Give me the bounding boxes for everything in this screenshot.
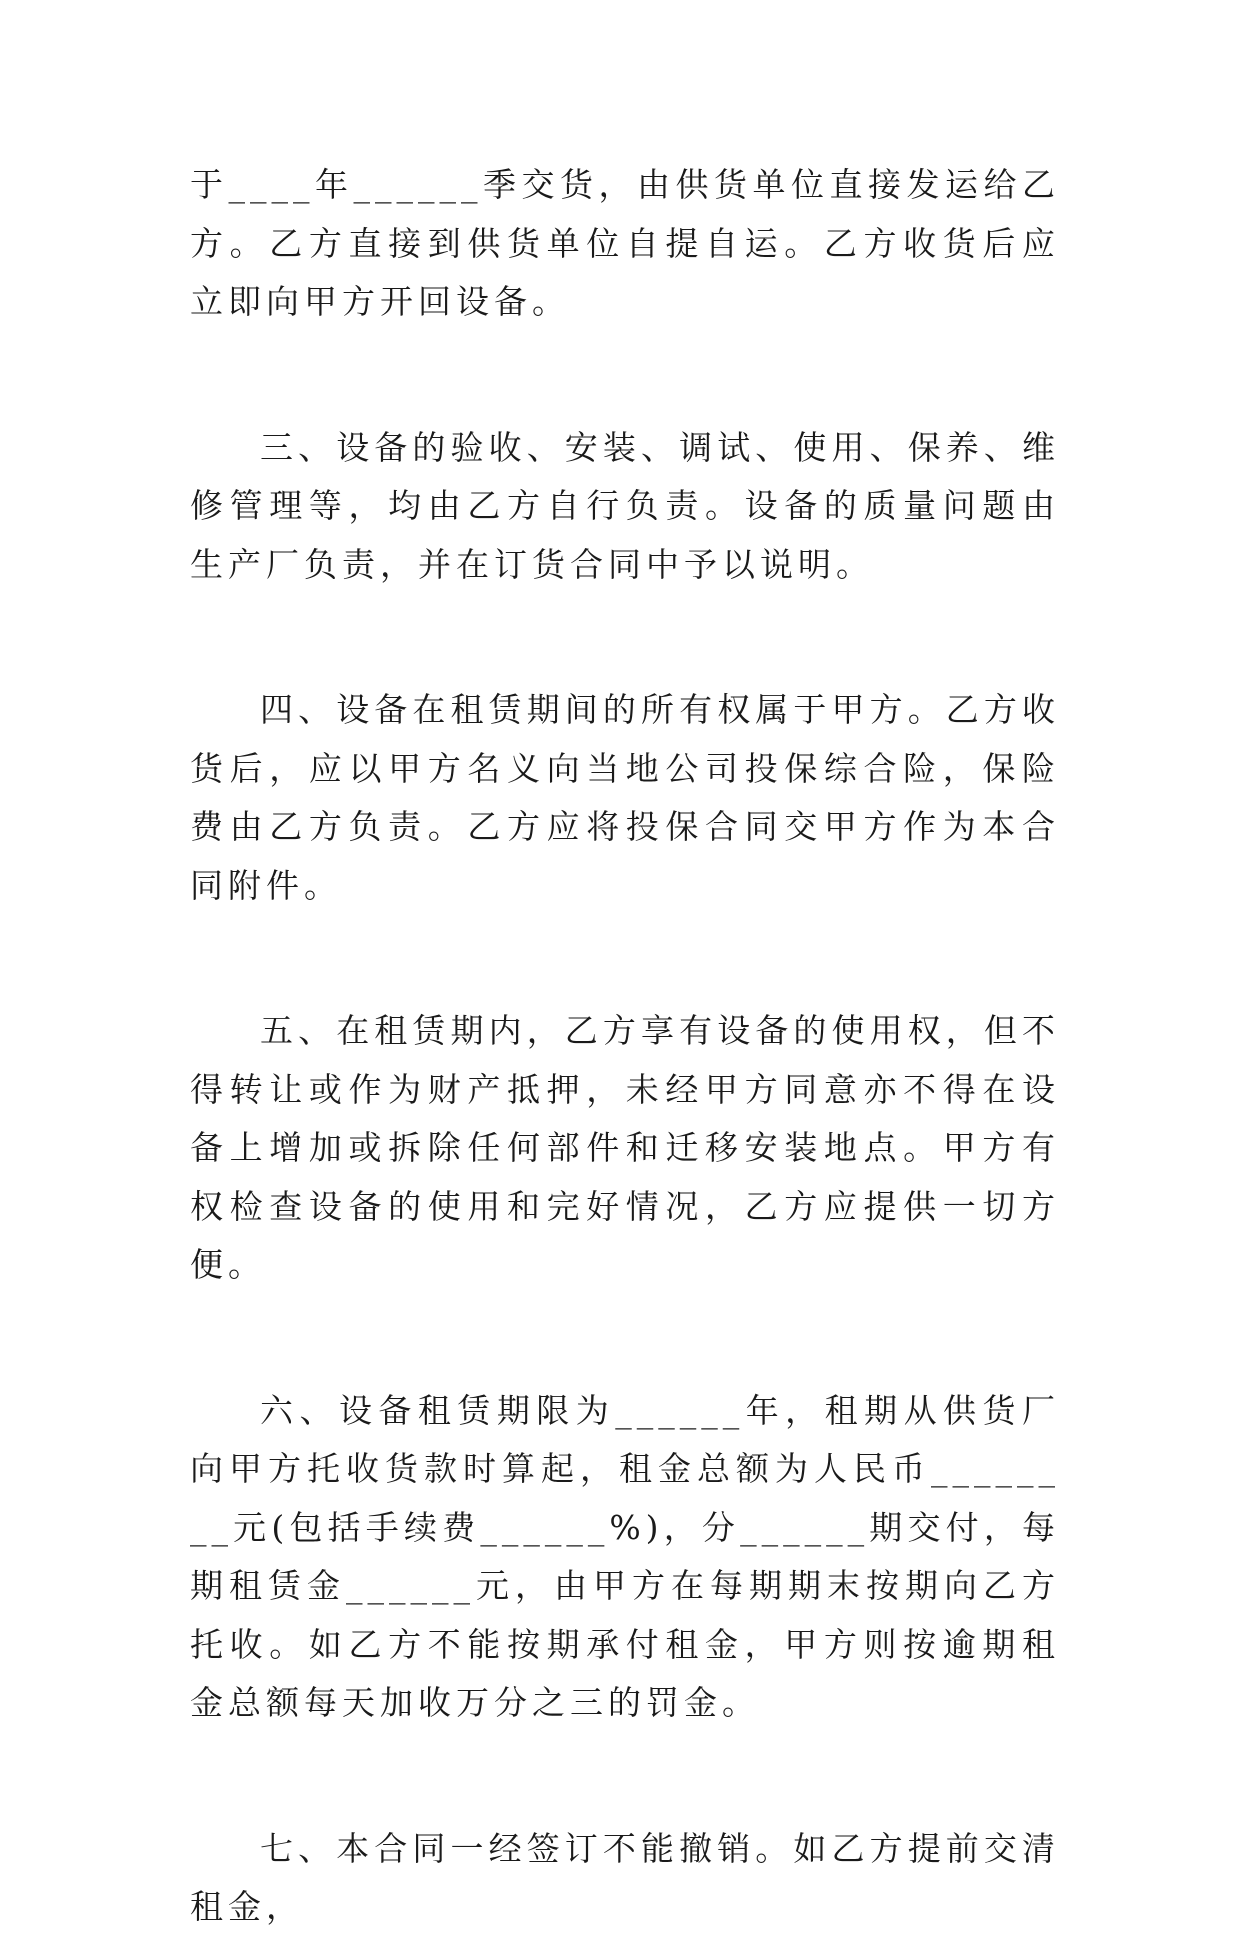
paragraph-clause-7: 七、本合同一经签订不能撤销。如乙方提前交清租金， <box>190 1828 1060 1926</box>
paragraph-clause-4: 四、设备在租赁期间的所有权属于甲方。乙方收货后，应以甲方名义向当地公司投保综合险，保险费由乙方负责。乙方应将投保合同交甲方作为本合同附件。 <box>190 690 1060 905</box>
paragraph-clause-3: 三、设备的验收、安装、调试、使用、保养、维修管理等，均由乙方自行负责。设备的质量问题由生产厂负责，并在订货合同中予以说明。 <box>190 427 1060 584</box>
paragraph-delivery: 于____年______季交货，由供货单位直接发运给乙方。乙方直接到供货单位自提自运。乙方收货后应立即向甲方开回设备。 <box>190 165 1060 321</box>
paragraph-clause-5: 五、在租赁期内，乙方享有设备的使用权，但不得转让或作为财产抵押，未经甲方同意亦不得在设备上增加或拆除任何部件和迁移安装地点。甲方有权检查设备的使用和完好情况，乙方应提供一切方便。 <box>190 1011 1060 1284</box>
paragraph-clause-6: 六、设备租赁期限为______年，租期从供货厂向甲方托收货款时算起，租金总额为人民币________元(包括手续费______%)，分______期交付，每期租赁金______元，由甲方在每期期末按期向乙方托收。如乙方不能按期承付租金，甲方则按逾期租金总额每天加收万分之三的罚金。 <box>190 1390 1060 1722</box>
document-body <box>190 156 1060 1937</box>
